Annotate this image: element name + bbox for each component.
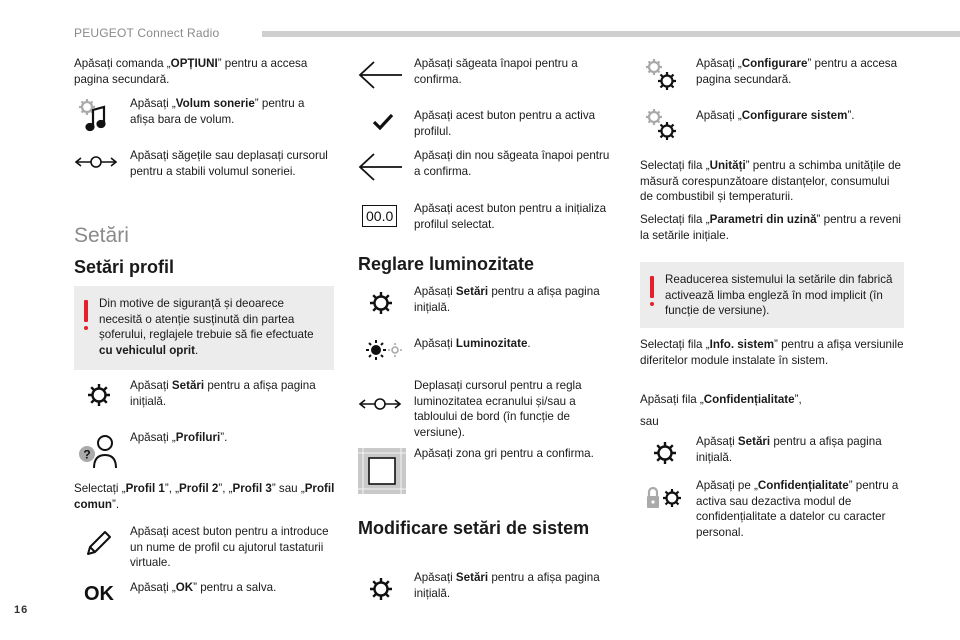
back-row-1: Apăsați săgeata înapoi pentru a confirma. [358, 56, 618, 96]
warning-icon [84, 300, 88, 322]
gear-icon [368, 290, 394, 316]
options-intro: Apăsați comanda „OPȚIUNI” pentru a accesa pagina secundară. [74, 57, 308, 86]
factory-warning: Readucerea sistemului la setările din fabrică activează limba engleză în mod implicit (în funcție de versiune). [640, 262, 904, 328]
privacy-icon [644, 484, 686, 514]
profile-icon [74, 430, 118, 470]
privacy-row: Apăsați pe „Confidențialitate” pentru a activa sau dezactiva modul de confidențialitate a datelor cu caracter personal. [640, 478, 904, 542]
configuration-icon [640, 56, 682, 96]
or-text: sau [640, 415, 659, 428]
configuration-icon [640, 106, 682, 146]
grey-zone-icon [358, 448, 406, 494]
reset-row: 00.0 Apăsați acest buton pentru a inițializa profilul selectat. [358, 201, 618, 237]
reset-icon: 00.0 [362, 205, 397, 227]
ok-row: OK Apăsați „OK” pentru a salva. [84, 581, 277, 605]
back-row-2: Apăsați din nou săgeata înapoi pentru a confirma. [358, 148, 618, 188]
brightness-slider-row: Deplasați cursorul pentru a regla luminozitatea ecranului și/sau a tabloului de bord (în funcție de versiune). [358, 378, 618, 442]
page-number: 16 [14, 604, 29, 616]
settings-row-3: Apăsați Setări pentru a afișa pagina inițială. [358, 570, 618, 606]
header-title: PEUGEOT Connect Radio [74, 26, 220, 40]
settings-row-2: Apăsați Setări pentru a afișa pagina inițială. [358, 284, 618, 320]
ok-icon: OK [84, 583, 114, 605]
brightness-icon [364, 338, 404, 362]
svg-text:?: ? [83, 447, 91, 462]
brightness-title: Reglare luminozitate [358, 254, 535, 274]
header-bar [262, 31, 960, 37]
profile-name-row: Apăsați acest buton pentru a introduce un nume de profil cu ajutorul tastaturii virtuale. [74, 524, 334, 572]
info-text: Selectați fila „Info. sistem” pentru a afișa versiunile diferitelor module instalate în sistem. [640, 338, 904, 367]
brightness-row: Apăsați Luminozitate. [358, 336, 618, 366]
volume-settings-icon [74, 96, 114, 136]
back-arrow-icon [358, 60, 404, 90]
pencil-icon [84, 528, 114, 558]
subsection-title: Setări profil [74, 257, 175, 277]
back-arrow-icon [358, 152, 404, 182]
select-profile-text: Selectați „Profil 1”, „Profil 2”, „Profil 3” sau „Profil comun”. [74, 482, 335, 511]
section-title: Setări [74, 224, 129, 247]
check-icon [372, 112, 394, 132]
volume-row: Apăsați „Volum sonerie” pentru a afișa bara de volum. [74, 96, 334, 142]
gear-icon [86, 382, 112, 408]
factory-text: Selectați fila „Parametri din uzină” pentru a reveni la setările inițiale. [640, 213, 901, 242]
privacy-tab-text: Apăsați fila „Confidențialitate”, [640, 393, 802, 406]
safety-warning: Din motive de siguranță și deoarece necesită o atenție susținută din partea șoferului, reglajele trebuie să fie efectuate cu vehiculul oprit. [74, 286, 334, 370]
warning-icon [650, 276, 654, 298]
config-row: Apăsați „Configurare” pentru a accesa pagina secundară. [640, 56, 904, 96]
gear-icon [652, 440, 678, 466]
page-header [0, 0, 960, 40]
gear-icon [368, 576, 394, 602]
profiles-row: ? Apăsați „Profiluri”. [74, 430, 334, 472]
activate-row: Apăsați acest buton pentru a activa profilul. [358, 108, 618, 142]
volume-arrows-row: Apăsați săgețile sau deplasați cursorul pentru a stabili volumul soneriei. [74, 148, 334, 198]
grey-zone-row: Apăsați zona gri pentru a confirma. [358, 446, 618, 496]
settings-row-4: Apăsați Setări pentru a afișa pagina inițială. [640, 434, 904, 470]
settings-row-1: Apăsați Setări pentru a afișa pagina inițială. [74, 378, 334, 414]
system-config-row: Apăsați „Configurare sistem”. [640, 106, 904, 144]
arrows-slider-icon [74, 152, 118, 172]
arrows-slider-icon [358, 394, 402, 414]
system-title: Modificare setări de sistem [358, 518, 590, 538]
units-text: Selectați fila „Unități” pentru a schimba unitățile de măsură corespunzătoare distanțelor, consumului de combustibil și temperaturii. [640, 159, 901, 203]
